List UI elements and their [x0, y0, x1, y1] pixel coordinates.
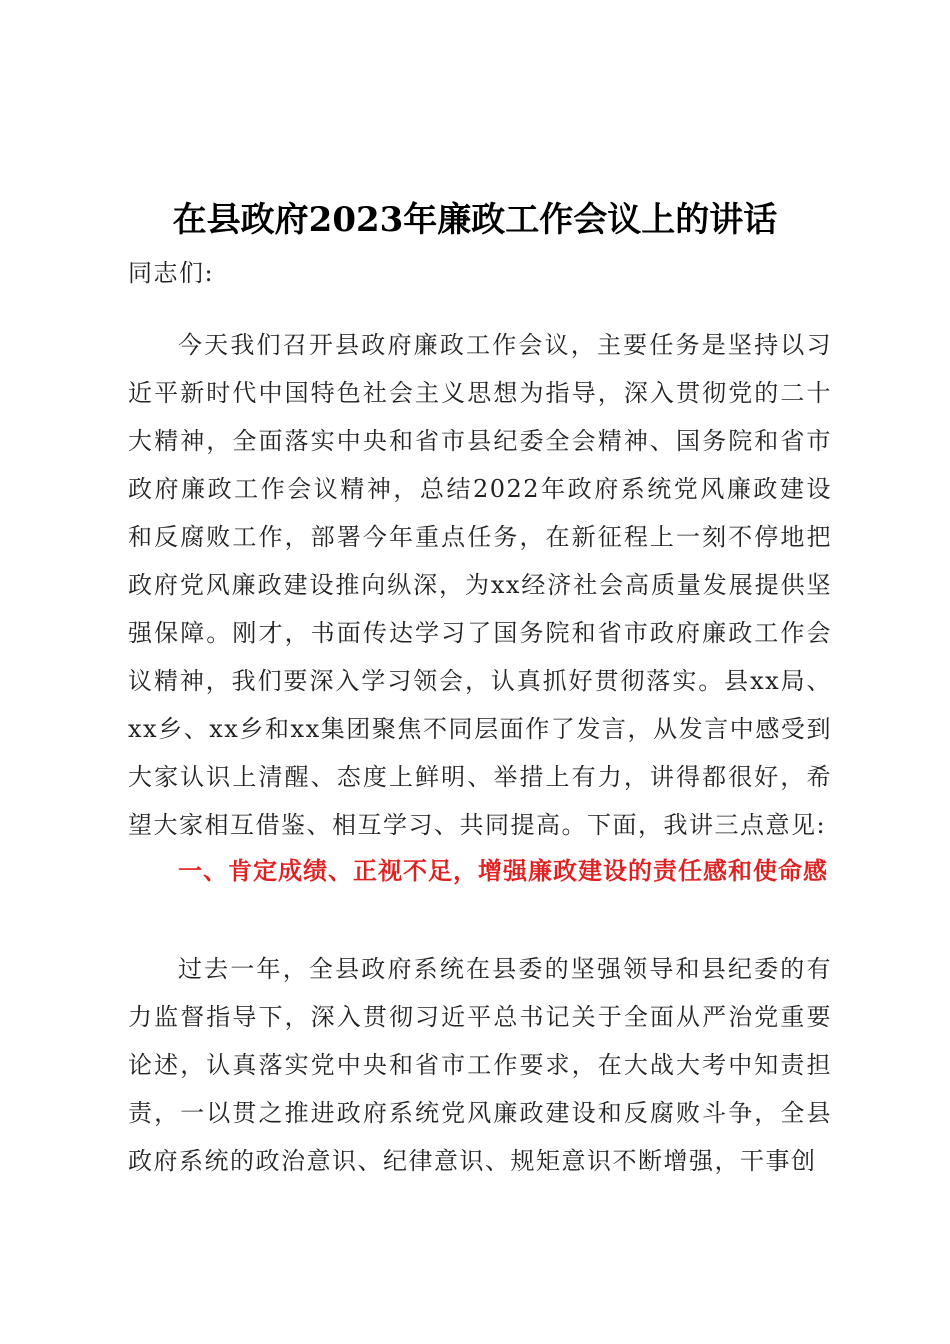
- paragraph-section-1: 过去一年，全县政府系统在县委的坚强领导和县纪委的有力监督指导下，深入贯彻习近平总书记关于全面从严治党重要论述，认真落实党中央和省市工作要求，在大战大考中知责担责，一以贯之推进政府系统党风廉政建设和反腐败斗争，全县政府系统的政治意识、纪律意识、规矩意识不断增强，干事创: [128, 955, 832, 1175]
- document-title: 在县政府2023年廉政工作会议上的讲话: [172, 200, 778, 240]
- paragraph-opening: 今天我们召开县政府廉政工作会议，主要任务是坚持以习近平新时代中国特色社会主义思想为指导，深入贯彻党的二十大精神，全面落实中央和省市县纪委全会精神、国务院和省市政府廉政工作会议精神，总结2022年政府系统党风廉政建设和反腐败工作，部署今年重点任务，在新征程上一刻不停地把政府党风廉政建设推向纵深，为xx经济社会高质量发展提供坚强保障。刚才，书面传达学习了国务院和省市政府廉政工作会议精神，我们要深入学习领会，认真抓好贯彻落实。县xx局、xx乡、xx乡和xx集团聚焦不同层面作了发言，从发言中感受到大家认识上清醒、态度上鲜明、举措上有力，讲得都很好，希望大家相互借鉴、相互学习、共同提高。下面，我讲三点意见:: [128, 331, 832, 839]
- salutation: 同志们:: [128, 259, 215, 287]
- section-1-heading: 一、肯定成绩、正视不足，增强廉政建设的责任感和使命感: [178, 857, 828, 885]
